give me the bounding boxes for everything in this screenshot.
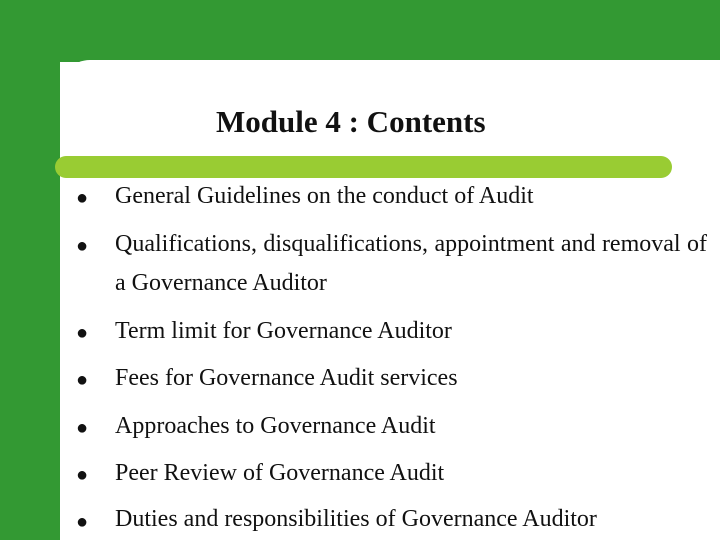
list-item: General Guidelines on the conduct of Audit: [115, 183, 534, 209]
bullet-icon: ●: [76, 322, 89, 344]
list-item: Fees for Governance Audit services: [115, 365, 458, 391]
list-item: Approaches to Governance Audit: [115, 413, 436, 439]
slide-frame-top: [0, 0, 720, 62]
bullet-icon: ●: [76, 464, 89, 486]
list-item: Peer Review of Governance Audit: [115, 460, 445, 486]
bullet-icon: ●: [76, 235, 89, 257]
bullet-icon: ●: [76, 511, 89, 533]
list-item: Qualifications, disqualifications, appointment and removal of a Governance Auditor: [115, 231, 707, 296]
slide-frame-left: [0, 0, 60, 540]
slide-title: Module 4 : Contents: [216, 104, 486, 139]
bullet-icon: ●: [76, 187, 89, 209]
list-item: Term limit for Governance Auditor: [115, 318, 452, 344]
bullet-icon: ●: [76, 417, 89, 439]
bullet-icon: ●: [76, 369, 89, 391]
title-underline-bar: [55, 156, 672, 178]
list-item: Duties and responsibilities of Governance Auditor: [115, 506, 597, 532]
